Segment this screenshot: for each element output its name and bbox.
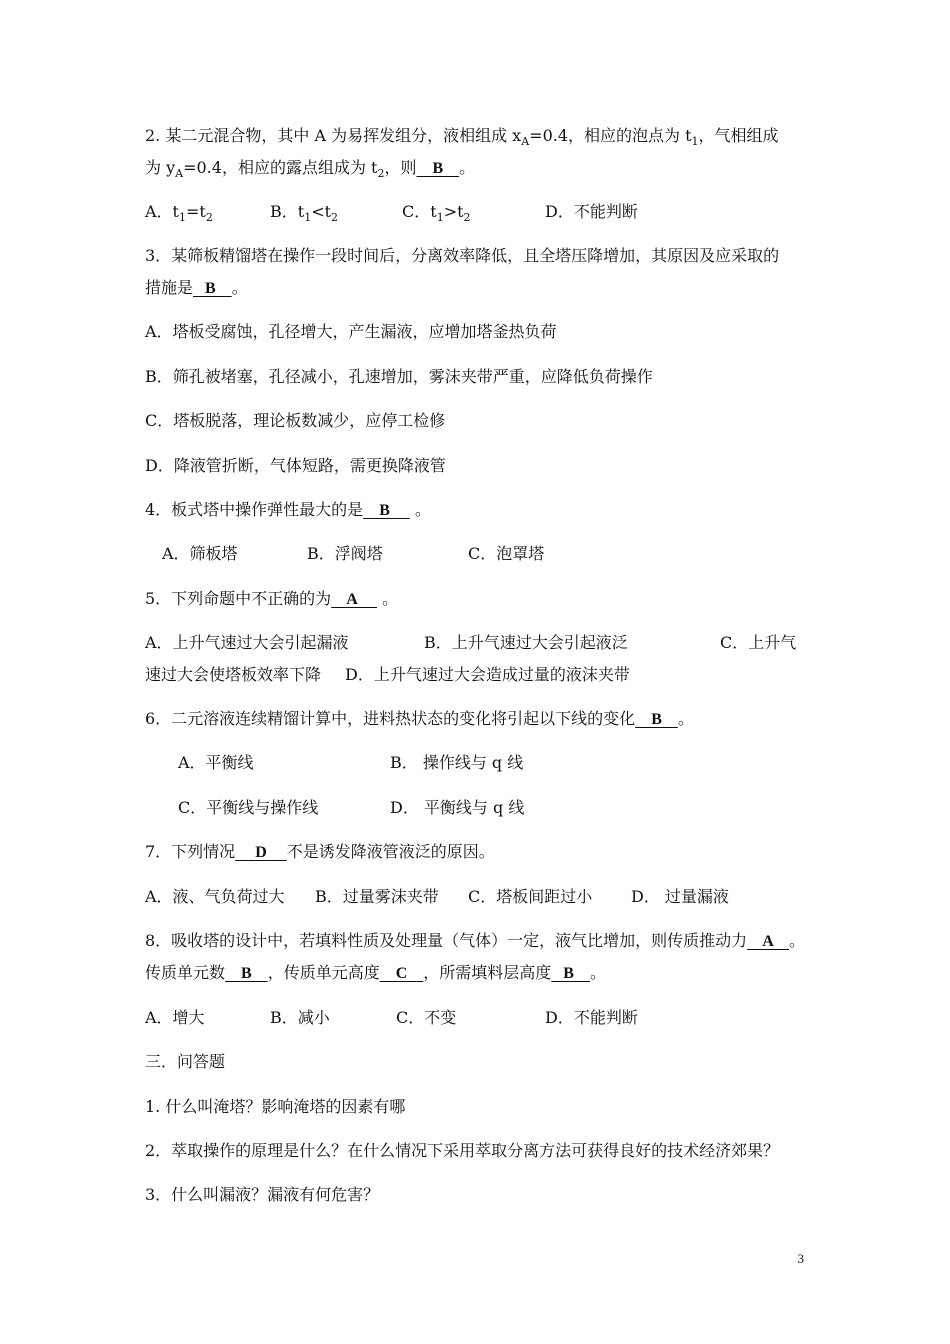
q3-answer: B xyxy=(193,280,232,297)
q2-answer: B xyxy=(416,160,460,177)
page-number: 3 xyxy=(797,1251,804,1266)
q3-option-a: A．塔板受腐蚀，孔径增大，产生漏液，应增加塔釜热负荷 xyxy=(145,322,557,341)
q8-line-2: 传质单元数 B ，传质单元高度 C ，所需填料层高度 B 。 xyxy=(145,962,606,985)
q5-option-c-part1: C．上升气 xyxy=(720,633,797,652)
q5-answer: A xyxy=(331,591,377,608)
q8-option-c: C．不变 xyxy=(396,1008,457,1027)
q8-answer-2: B xyxy=(225,965,268,982)
q7-option-a: A．液、气负荷过大 xyxy=(145,887,285,906)
section-3-question-2: 2．萃取操作的原理是什么？在什么情况下采用萃取分离方法可获得良好的技术经济郊果？ xyxy=(145,1141,780,1160)
q8-answer-4: B xyxy=(551,965,590,982)
q8-answer-3: C xyxy=(379,965,424,982)
q5-question: 5．下列命题中不正确的为 A 。 xyxy=(145,588,398,611)
q3-option-d: D．降液管折断，气体短路，需更换降液管 xyxy=(145,456,446,475)
q5-option-c-part2: 速过大会使塔板效率下降 xyxy=(145,665,322,684)
q7-option-b: B．过量雾沫夹带 xyxy=(315,887,439,906)
q2-line-1: 2. 某二元混合物，其中 A 为易挥发组分，液相组成 $x_A=0.4$，相应的泡点为 $t_1$，气相组成 xyxy=(145,126,779,149)
q8-option-b: B．减小 xyxy=(270,1008,330,1027)
q4-question: 4．板式塔中操作弹性最大的是 B 。 xyxy=(145,499,431,522)
q6-answer: B xyxy=(635,711,678,728)
q6-option-b: B． 操作线与 q 线 xyxy=(390,753,524,772)
q6-question: 6．二元溶液连续精馏计算中，进料热状态的变化将引起以下线的变化 B 。 xyxy=(145,708,694,731)
q3-option-c: C．塔板脱落，理论板数减少，应停工检修 xyxy=(145,411,446,430)
q3-line-1: 3．某筛板精馏塔在操作一段时间后，分离效率降低，且全塔压降增加，其原因及应采取的 xyxy=(145,246,780,265)
q6-option-c: C．平衡线与操作线 xyxy=(178,798,319,817)
q5-option-d: D．上升气速过大会造成过量的液沫夹带 xyxy=(345,665,630,684)
section-3-question-3: 3．什么叫漏液？漏液有何危害？ xyxy=(145,1185,380,1204)
q7-question: 7．下列情况 D 不是诱发降液管液泛的原因。 xyxy=(145,841,495,864)
q7-option-c: C．塔板间距过小 xyxy=(468,887,593,906)
section-3-heading: 三．问答题 xyxy=(145,1052,226,1071)
q8-option-a: A．增大 xyxy=(145,1008,205,1027)
q2-option-d: D．不能判断 xyxy=(545,202,638,221)
q2-option-b: B．$t_1<t_2$ xyxy=(270,202,339,225)
q2-option-c: C．$t_1>t_2$ xyxy=(402,202,471,225)
q4-option-a: A．筛板塔 xyxy=(162,544,238,563)
q4-option-c: C．泡罩塔 xyxy=(468,544,545,563)
q2-line-2: 为 $y_A=0.4$，相应的露点组成为 $t_2$，则 B 。 xyxy=(145,158,476,181)
q5-option-a: A．上升气速过大会引起漏液 xyxy=(145,633,349,652)
q8-answer-1: A xyxy=(747,933,789,950)
q3-option-b: B．筛孔被堵塞，孔径减小，孔速增加，雾沫夹带严重，应降低负荷操作 xyxy=(145,367,653,386)
q4-option-b: B．浮阀塔 xyxy=(307,544,383,563)
q6-option-a: A．平衡线 xyxy=(178,753,254,772)
q8-line-1: 8．吸收塔的设计中，若填料性质及处理量（气体）一定，液气比增加，则传质推动力 A 。 xyxy=(145,930,805,953)
q2-option-a: A．$t_1=t_2$ xyxy=(145,202,213,225)
q6-option-d: D． 平衡线与 q 线 xyxy=(390,798,525,817)
section-3-question-1: 1. 什么叫淹塔？影响淹塔的因素有哪 xyxy=(145,1097,406,1116)
q7-answer: D xyxy=(235,844,287,861)
q5-option-b: B．上升气速过大会引起液泛 xyxy=(424,633,628,652)
q4-answer: B xyxy=(363,502,410,519)
q7-option-d: D． 过量漏液 xyxy=(631,887,729,906)
q8-option-d: D．不能判断 xyxy=(545,1008,638,1027)
q3-line-2: 措施是 B 。 xyxy=(145,277,248,300)
